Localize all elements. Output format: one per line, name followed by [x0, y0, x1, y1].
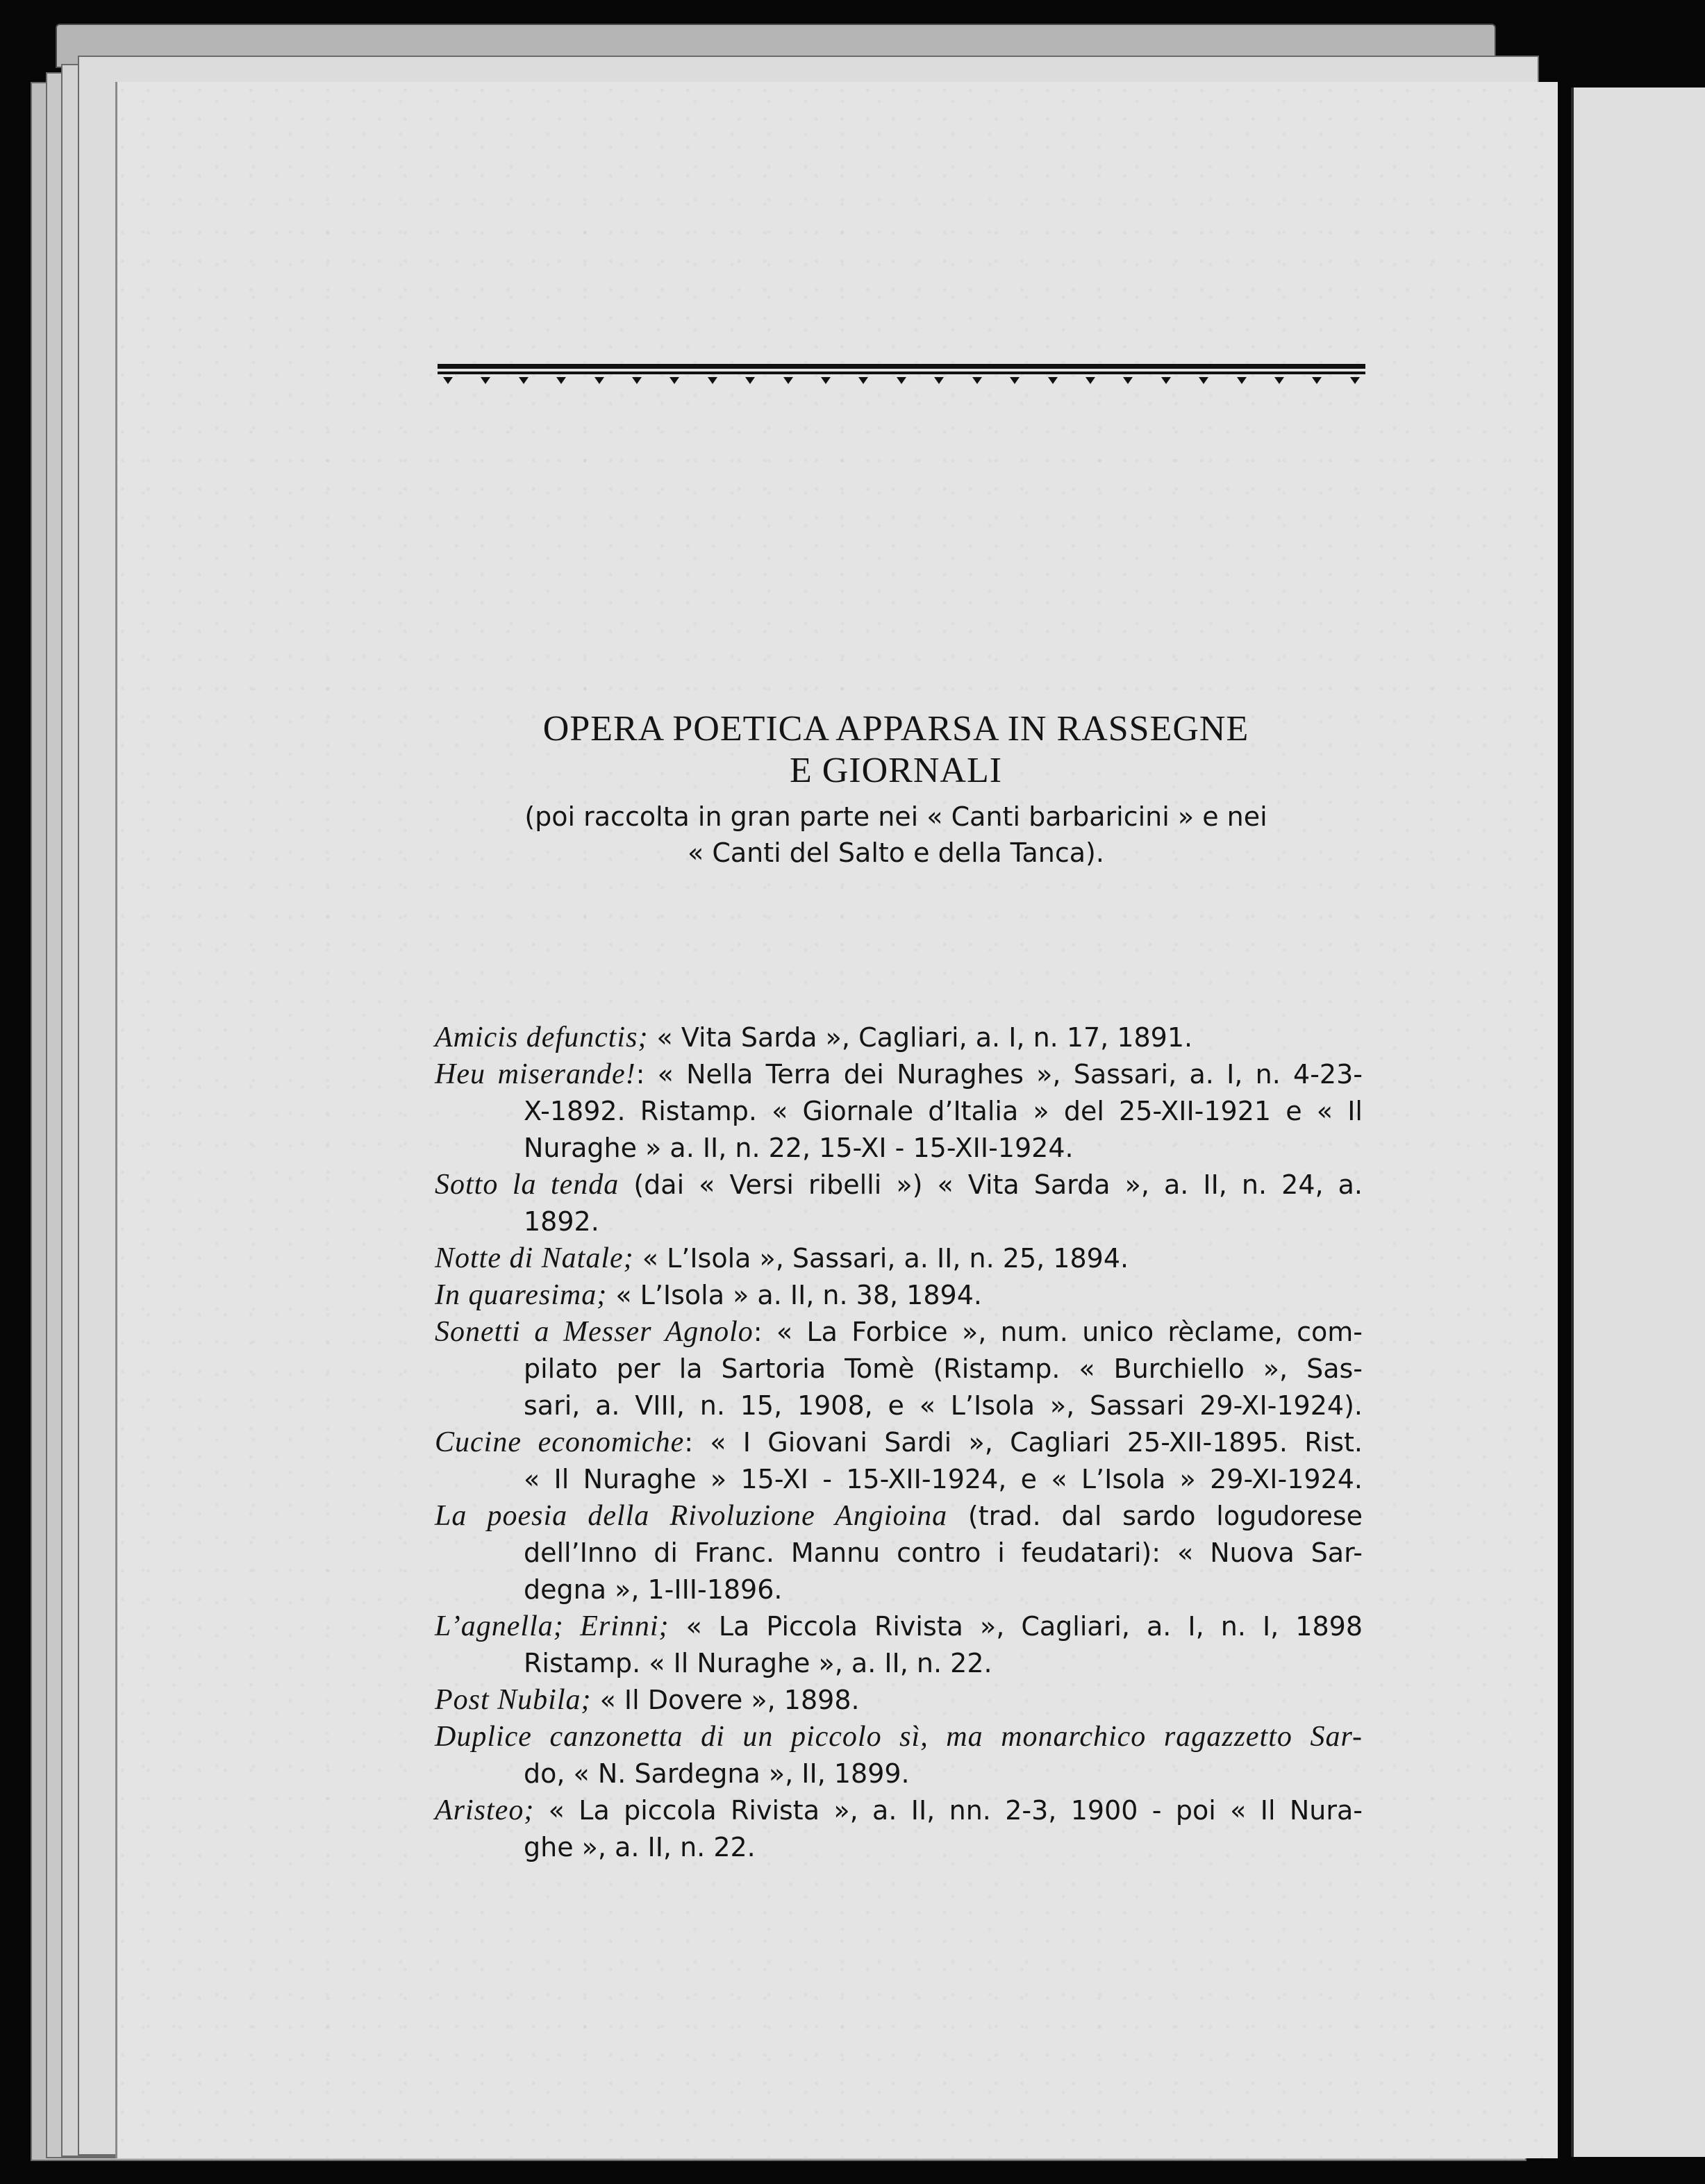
entry-line: [435, 1019, 1363, 1056]
bibliography-entry: [435, 1608, 1363, 1682]
entry-line: [435, 1498, 1363, 1535]
entry-title: In quaresima;: [435, 1279, 608, 1311]
bibliography-entry: [435, 1682, 1363, 1719]
entry-text: : « La Forbice », num. unico rèclame, com-: [753, 1317, 1363, 1347]
ornament-tooth: [519, 377, 529, 384]
ornament-tooth: [897, 377, 906, 384]
entry-line: 1892.: [524, 1206, 599, 1237]
entry-title: Amicis defunctis;: [435, 1022, 649, 1053]
entry-title: Sonetti a Messer Agnolo: [435, 1316, 754, 1348]
ornament-tooth: [821, 377, 831, 384]
entry-line: [435, 1424, 1363, 1461]
entry-line: [435, 1277, 1363, 1314]
entry-text: « La piccola Rivista », a. II, nn. 2-3, 1900 - poi « Il Nura-: [534, 1795, 1363, 1826]
entry-text: « L’Isola » a. II, n. 38, 1894.: [607, 1280, 982, 1310]
entry-line: [435, 1056, 1363, 1093]
bibliography-entry: [435, 1424, 1363, 1498]
entry-line: [435, 1719, 1363, 1756]
bibliography-entry: [435, 1314, 1363, 1424]
entry-title: Duplice canzonetta di un piccolo sì, ma monarchico ragazzetto Sar-: [435, 1721, 1363, 1753]
entry-title: Aristeo;: [435, 1794, 535, 1826]
ornament-tooth: [1086, 377, 1095, 384]
ornament-tooth: [783, 377, 793, 384]
bibliography-entry: [435, 1719, 1363, 1792]
ornament-tooth: [1237, 377, 1247, 384]
entry-text: « Il Dovere », 1898.: [591, 1685, 860, 1715]
entry-title: Sotto la tenda: [435, 1169, 619, 1201]
heading-subtitle-line-1: (poi raccolta in gran parte nei « Canti barbaricini » e nei: [524, 801, 1267, 832]
ornament-tooth: [745, 377, 755, 384]
ornament-tooth: [443, 377, 453, 384]
ornament-tooth: [669, 377, 679, 384]
entry-line: [435, 1240, 1363, 1277]
bibliography-entry: [435, 1498, 1363, 1608]
ornament-tooth: [632, 377, 642, 384]
ornament-tooth: [1161, 377, 1171, 384]
facing-page: [1571, 87, 1705, 2157]
entry-text: : « I Giovani Sardi », Cagliari 25-XII-1895. Rist.: [684, 1427, 1363, 1458]
entry-line: [435, 1756, 1363, 1792]
entry-text: « La Piccola Rivista », Cagliari, a. I, n. I, 1898: [669, 1611, 1363, 1642]
header-ornament: [438, 364, 1365, 387]
ornament-tooth: [1199, 377, 1208, 384]
section-heading: [417, 708, 1375, 871]
ornament-tooth: [934, 377, 944, 384]
ornament-tooth: [556, 377, 566, 384]
ornament-tooth: [1048, 377, 1058, 384]
entry-line: « Il Nuraghe » 15-XI - 15-XII-1924, e « L’Isola » 29-XI-1924.: [524, 1464, 1363, 1494]
entry-title: Post Nubila;: [435, 1684, 592, 1716]
ornament-tooth: [1010, 377, 1020, 384]
entry-text: (trad. dal sardo logudorese: [947, 1501, 1363, 1531]
entry-title: L’agnella; Erinni;: [435, 1610, 669, 1642]
bibliography-entry: [435, 1792, 1363, 1866]
heading-subtitle-line-2: « Canti del Salto e della Tanca).: [688, 837, 1104, 868]
bibliography-entry: [435, 1240, 1363, 1277]
bibliography-entry: [435, 1019, 1363, 1056]
entry-title: Notte di Natale;: [435, 1242, 634, 1274]
entry-line: dell’Inno di Franc. Mannu contro i feudatari): « Nuova Sar-: [524, 1537, 1363, 1568]
bibliography-entry: [435, 1277, 1363, 1314]
entry-line: [435, 1682, 1363, 1719]
entry-line: Ristamp. « Il Nuraghe », a. II, n. 22.: [524, 1648, 992, 1678]
ornament-thick-rule: [438, 364, 1365, 369]
bibliography-entry: [435, 1167, 1363, 1240]
entry-line: [435, 1167, 1363, 1203]
heading-title-line-2: E GIORNALI: [789, 751, 1003, 790]
entry-text: « L’Isola », Sassari, a. II, n. 25, 1894.: [633, 1243, 1129, 1274]
entry-title: Cucine economiche: [435, 1426, 685, 1458]
ornament-teeth: [438, 377, 1365, 387]
entry-title: La poesia della Rivoluzione Angioina: [435, 1500, 948, 1532]
entry-line: Nuraghe » a. II, n. 22, 15-XI - 15-XII-1924.: [524, 1133, 1074, 1163]
entry-line: [435, 1792, 1363, 1829]
entry-line: [435, 1314, 1363, 1351]
ornament-tooth: [972, 377, 982, 384]
heading-title-line-1: OPERA POETICA APPARSA IN RASSEGNE: [542, 709, 1249, 749]
entry-text: « Vita Sarda », Cagliari, a. I, n. 17, 1891.: [648, 1022, 1193, 1053]
entry-line: sari, a. VIII, n. 15, 1908, e « L’Isola », Sassari 29-XI-1924).: [524, 1390, 1363, 1421]
bibliography-entry: [435, 1056, 1363, 1167]
entry-text: do, « N. Sardegna », II, 1899.: [524, 1758, 910, 1789]
entry-text: (dai « Versi ribelli ») « Vita Sarda », a. II, n. 24, a.: [619, 1169, 1363, 1200]
ornament-tooth: [1123, 377, 1133, 384]
ornament-tooth: [708, 377, 717, 384]
entry-line: degna », 1-III-1896.: [524, 1574, 783, 1605]
entry-title: Heu miserande!: [435, 1058, 636, 1090]
ornament-tooth: [1312, 377, 1322, 384]
ornament-tooth: [594, 377, 604, 384]
entry-text: : « Nella Terra dei Nuraghes », Sassari, a. I, n. 4-23-: [635, 1059, 1363, 1090]
ornament-tooth: [1274, 377, 1284, 384]
ornament-thin-rule: [438, 372, 1365, 374]
ornament-tooth: [481, 377, 490, 384]
entry-line: ghe », a. II, n. 22.: [524, 1832, 756, 1862]
bibliography-list: [435, 1019, 1363, 1866]
ornament-tooth: [1350, 377, 1360, 384]
entry-line: pilato per la Sartoria Tomè (Ristamp. « Burchiello », Sas-: [524, 1353, 1363, 1384]
entry-line: [435, 1608, 1363, 1645]
entry-line: X-1892. Ristamp. « Giornale d’Italia » del 25-XII-1921 e « Il: [524, 1096, 1363, 1126]
ornament-tooth: [858, 377, 868, 384]
